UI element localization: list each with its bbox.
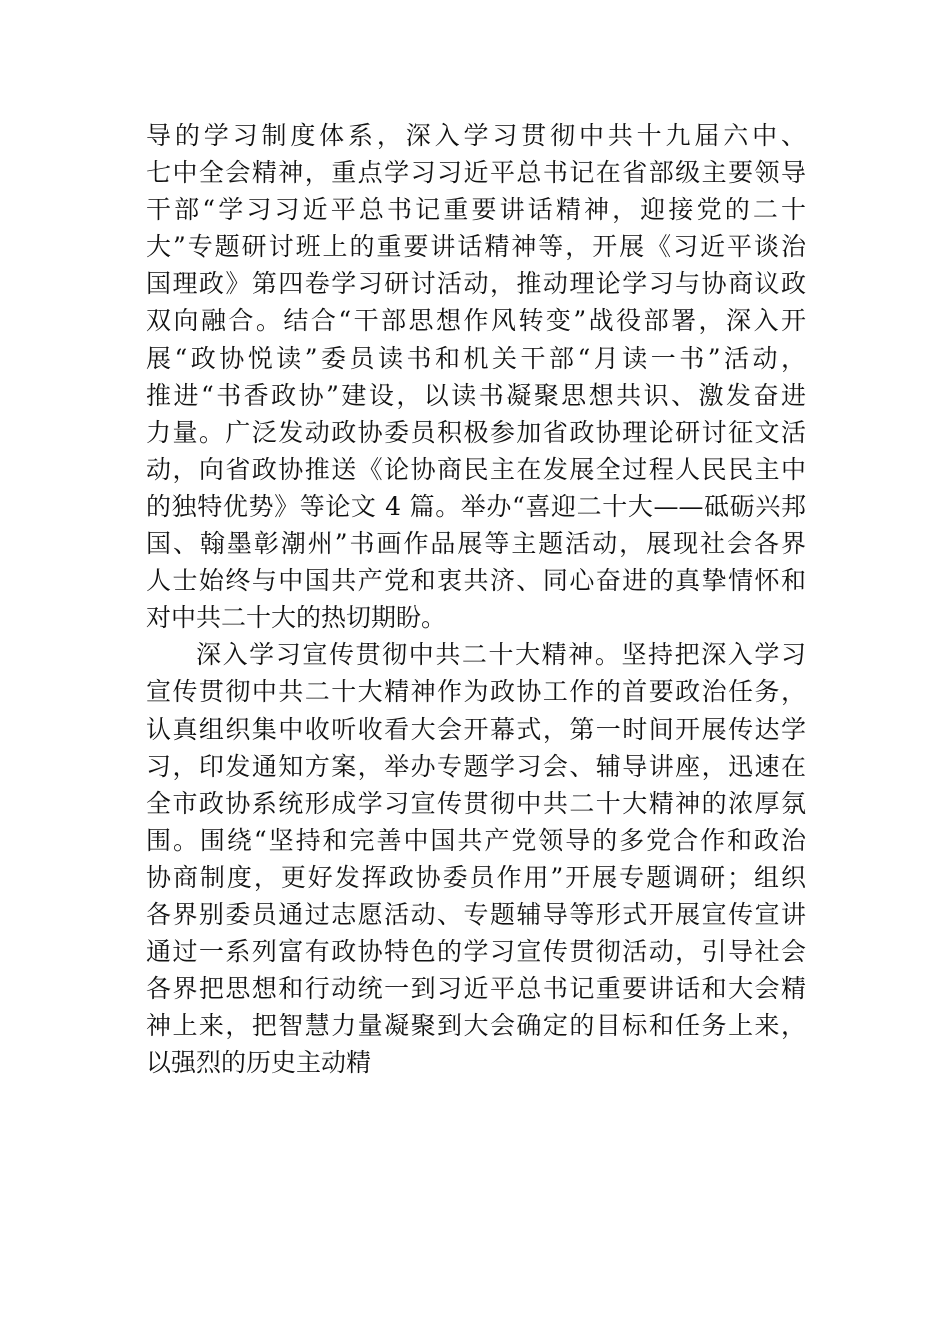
document-body: [146, 117, 806, 1081]
text-line: 围。围绕“坚持和完善中国共产党领导的多党合作和政治: [146, 825, 806, 855]
text-line: 推进“书香政协”建设，以读书凝聚思想共识、激发奋进: [146, 380, 806, 410]
text-line: 国理政》第四卷学习研讨活动，推动理论学习与协商议政: [146, 269, 806, 299]
text-line: 通过一系列富有政协特色的学习宣传贯彻活动，引导社会: [146, 937, 806, 967]
text-line: 各界把思想和行动统一到习近平总书记重要讲话和大会精: [146, 974, 806, 1004]
text-line: 以强烈的历史主动精: [146, 1048, 372, 1078]
text-line: 各界别委员通过志愿活动、专题辅导等形式开展宣传宣讲: [146, 899, 806, 929]
text-line: 干部“学习习近平总书记重要讲话精神，迎接党的二十: [146, 195, 806, 225]
text-line: 人士始终与中国共产党和衷共济、同心奋进的真挚情怀和: [146, 566, 806, 596]
text-line: 导的学习制度体系，深入学习贯彻中共十九届六中、: [146, 121, 806, 150]
text-line: 神上来，把智慧力量凝聚到大会确定的目标和任务上来，: [146, 1011, 806, 1041]
text-line: 展“政协悦读”委员读书和机关干部“月读一书”活动，: [146, 343, 806, 373]
text-line: 认真组织集中收听收看大会开幕式，第一时间开展传达学: [146, 714, 806, 744]
text-line: 的独特优势》等论文 4 篇。举办“喜迎二十大——砥砺兴邦: [146, 491, 806, 521]
text-line: 对中共二十大的热切期盼。: [146, 603, 447, 633]
text-line: 双向融合。结合“干部思想作风转变”战役部署，深入开: [146, 306, 806, 336]
text-line: 国、翰墨彰潮州”书画作品展等主题活动，展现社会各界: [146, 529, 806, 559]
text-line: 宣传贯彻中共二十大精神作为政协工作的首要政治任务，: [146, 677, 806, 707]
text-line: 协商制度，更好发挥政协委员作用”开展专题调研；组织: [146, 862, 806, 892]
text-line: 大”专题研讨班上的重要讲话精神等，开展《习近平谈治: [146, 232, 806, 262]
text-line: 动，向省政协推送《论协商民主在发展全过程人民民主中: [146, 454, 806, 484]
text-line: 全市政协系统形成学习宣传贯彻中共二十大精神的浓厚氛: [146, 788, 806, 818]
text-line: 七中全会精神，重点学习习近平总书记在省部级主要领导: [146, 158, 806, 188]
text-line: 力量。广泛发动政协委员积极参加省政协理论研讨征文活: [146, 417, 806, 447]
paragraph-first-line: 深入学习宣传贯彻中共二十大精神。坚持把深入学习: [196, 640, 806, 670]
text-line: 习，印发通知方案，举办专题学习会、辅导讲座，迅速在: [146, 751, 806, 781]
